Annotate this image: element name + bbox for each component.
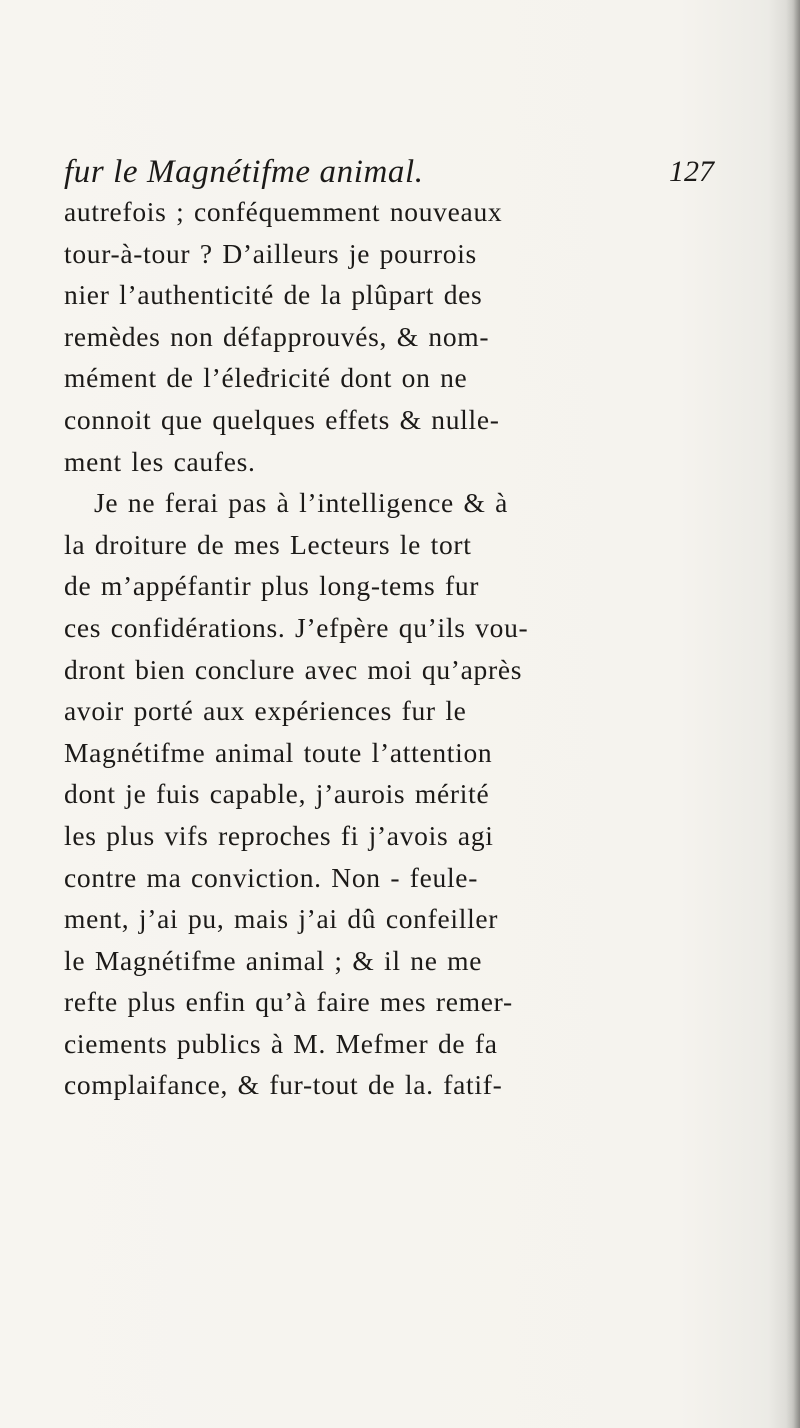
text-line: dront bien conclure avec moi qu’après <box>64 653 523 685</box>
paragraph-start-line: Je ne ferai pas à l’intelligence & à <box>94 487 509 519</box>
page-edge-shadow <box>786 0 800 1428</box>
text-line: la droiture de mes Lecteurs le tort <box>64 528 472 560</box>
page-number: 127 <box>669 155 714 188</box>
text-line: avoir porté aux expériences fur le <box>64 695 467 727</box>
text-line: tour-à-tour ? D’ailleurs je pourrois <box>64 237 477 269</box>
text-line: ment les caufes. <box>64 445 256 477</box>
text-line: le Magnétifme animal ; & il ne me <box>64 944 483 976</box>
text-line: connoit que quelques effets & nulle- <box>64 403 500 435</box>
text-line: nier l’authenticité de la plûpart des <box>64 279 483 311</box>
text-line: autrefois ; conféquemment nouveaux <box>64 196 503 227</box>
text-line: remèdes non défapprouvés, & nom- <box>64 320 490 352</box>
text-line: Magnétifme animal toute l’attention <box>64 736 493 768</box>
text-line: contre ma conviction. Non - feule- <box>64 861 479 893</box>
text-line: dont je fuis capable, j’aurois mérité <box>64 778 490 810</box>
text-line: les plus vifs reproches fi j’avois agi <box>64 819 494 851</box>
text-line: ment, j’ai pu, mais j’ai dû confeiller <box>64 903 499 935</box>
text-line: ciements publics à M. Mefmer de fa <box>64 1027 498 1059</box>
running-title: fur le Magnétifme animal. <box>64 154 424 190</box>
body-text <box>64 191 714 1106</box>
page-header <box>64 150 714 194</box>
text-line: complaifance, & fur-tout de la. fatif- <box>64 1069 503 1101</box>
text-line: de m’appéfantir plus long-tems fur <box>64 570 480 602</box>
text-line: ces confidérations. J’efpère qu’ils vou- <box>64 611 529 643</box>
text-line: mément de l’éleđricité dont on ne <box>64 362 468 394</box>
text-line: refte plus enfin qu’à faire mes remer- <box>64 986 513 1018</box>
